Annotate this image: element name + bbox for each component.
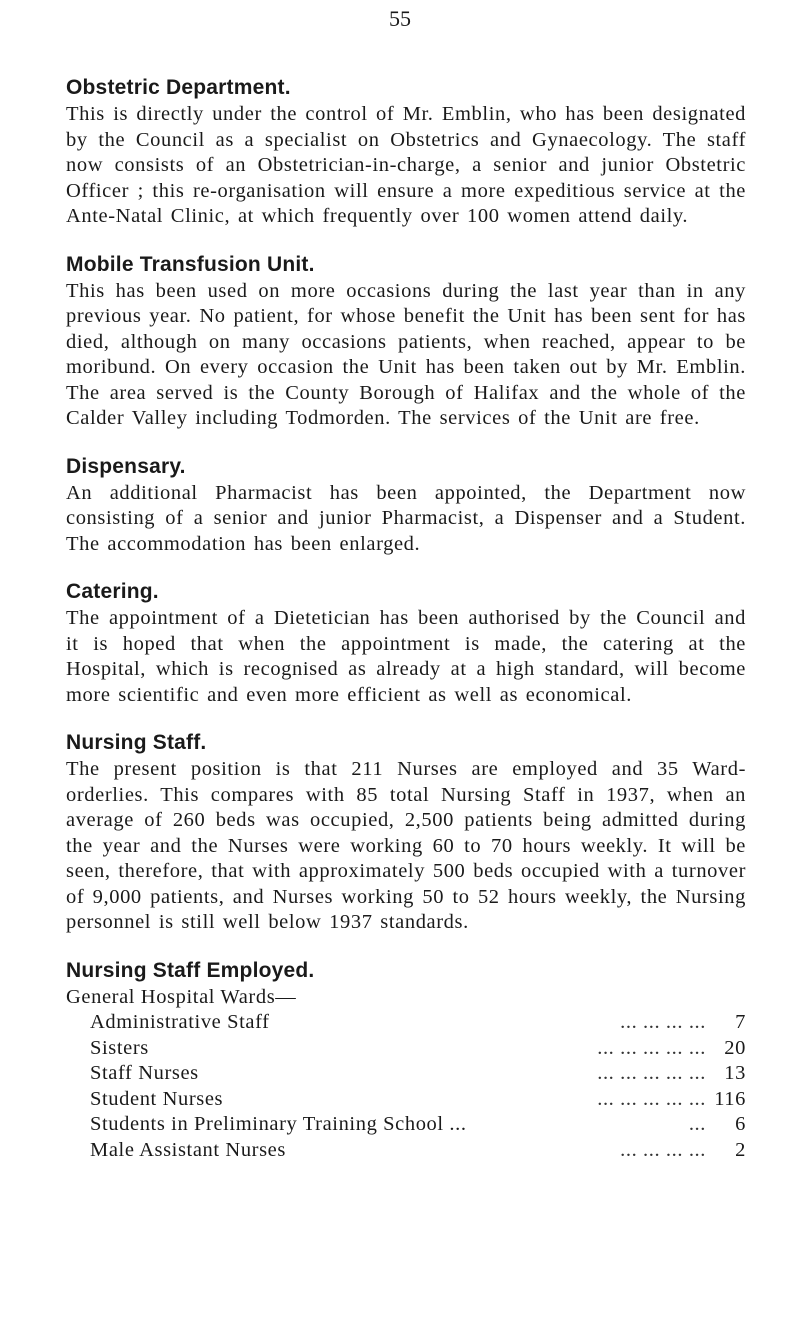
section-nursing-staff-employed <box>66 959 746 1164</box>
section-nursing-staff <box>66 731 746 936</box>
staff-count: 7 <box>735 1011 746 1033</box>
staff-count: 13 <box>724 1062 746 1084</box>
table-row <box>90 1112 746 1138</box>
section-paragraph: The appointment of a Dietetician has been authorised by the Council and it is hoped that when the appointment is made, the catering at the Hospital, which is recognised as already at a high standard, will become more scientific and even more efficient as well as economical. <box>66 607 746 706</box>
staff-count: 6 <box>735 1113 746 1135</box>
section-dispensary <box>66 455 746 558</box>
staff-label: Student Nurses <box>90 1087 224 1110</box>
leader-dots: ... ... ... ... ... <box>597 1087 706 1110</box>
section-heading: Catering. <box>66 580 159 603</box>
staff-count: 20 <box>724 1036 746 1059</box>
staff-subheading: General Hospital Wards— <box>66 985 297 1008</box>
table-row <box>90 1087 746 1113</box>
page-number: 55 <box>389 6 411 31</box>
staff-label: Administrative Staff <box>90 1011 270 1033</box>
table-row <box>90 1061 746 1087</box>
leader-dots: ... ... ... ... <box>620 1011 706 1033</box>
section-paragraph: An additional Pharmacist has been appointed, the Department now consisting of a senior and junior Pharmacist, a Dispenser and a Student. The accommodation has been enlarged. <box>66 481 746 555</box>
leader-dots: ... ... ... ... ... <box>597 1036 706 1059</box>
table-row <box>90 1010 746 1036</box>
staff-label: Male Assistant Nurses <box>90 1138 286 1161</box>
staff-label: Students in Preliminary Training School ... <box>90 1113 467 1135</box>
section-obstetric-department <box>66 76 746 230</box>
section-catering <box>66 580 746 708</box>
section-paragraph: This is directly under the control of Mr. Emblin, who has been designated by the Council as a specialist on Obstetrics and Gynaecology. The staff now consists of an Obstetrician-in-charge, a senior and junior Obstetric Officer ; this re-organisation will ensure a more expeditious service at the Ante-Natal Clinic, at which frequently over 100 women attend daily. <box>66 103 746 227</box>
section-mobile-transfusion-unit <box>66 253 746 432</box>
staff-table <box>90 1010 746 1163</box>
section-paragraph: The present position is that 211 Nurses are employed and 35 Ward-orderlies. This compares with 85 total Nursing Staff in 1937, when an average of 260 beds was occupied, 2,500 patients being admitted during the year and the Nurses were working 60 to 70 hours weekly. It will be seen, therefore, that with approximately 500 beds occupied with a turnover of 9,000 patients, and Nurses working 50 to 52 hours weekly, the Nursing personnel is still well below 1937 standards. <box>66 758 746 933</box>
leader-dots: ... ... ... ... <box>620 1138 706 1161</box>
leader-dots: ... <box>688 1113 706 1135</box>
staff-count: 116 <box>714 1087 746 1110</box>
staff-label: Staff Nurses <box>90 1062 199 1084</box>
section-heading: Dispensary. <box>66 454 186 478</box>
leader-dots: ... ... ... ... ... <box>597 1062 706 1084</box>
table-row <box>90 1036 746 1062</box>
section-heading: Nursing Staff. <box>66 731 207 754</box>
staff-count: 2 <box>735 1138 746 1161</box>
section-heading: Obstetric Department. <box>66 76 291 99</box>
page-content <box>66 76 746 1186</box>
section-heading: Nursing Staff Employed. <box>66 958 315 982</box>
section-heading: Mobile Transfusion Unit. <box>66 252 315 276</box>
table-row <box>90 1138 746 1164</box>
section-paragraph: This has been used on more occasions during the last year than in any previous year. No patient, for whose benefit the Unit has been sent for has died, although on many occasions patients, when reached, appear to be moribund. On every occasion the Unit has been taken out by Mr. Emblin. The area served is the County Borough of Halifax and the whole of the Calder Valley including Todmorden. The services of the Unit are free. <box>66 279 746 429</box>
staff-label: Sisters <box>90 1036 149 1059</box>
